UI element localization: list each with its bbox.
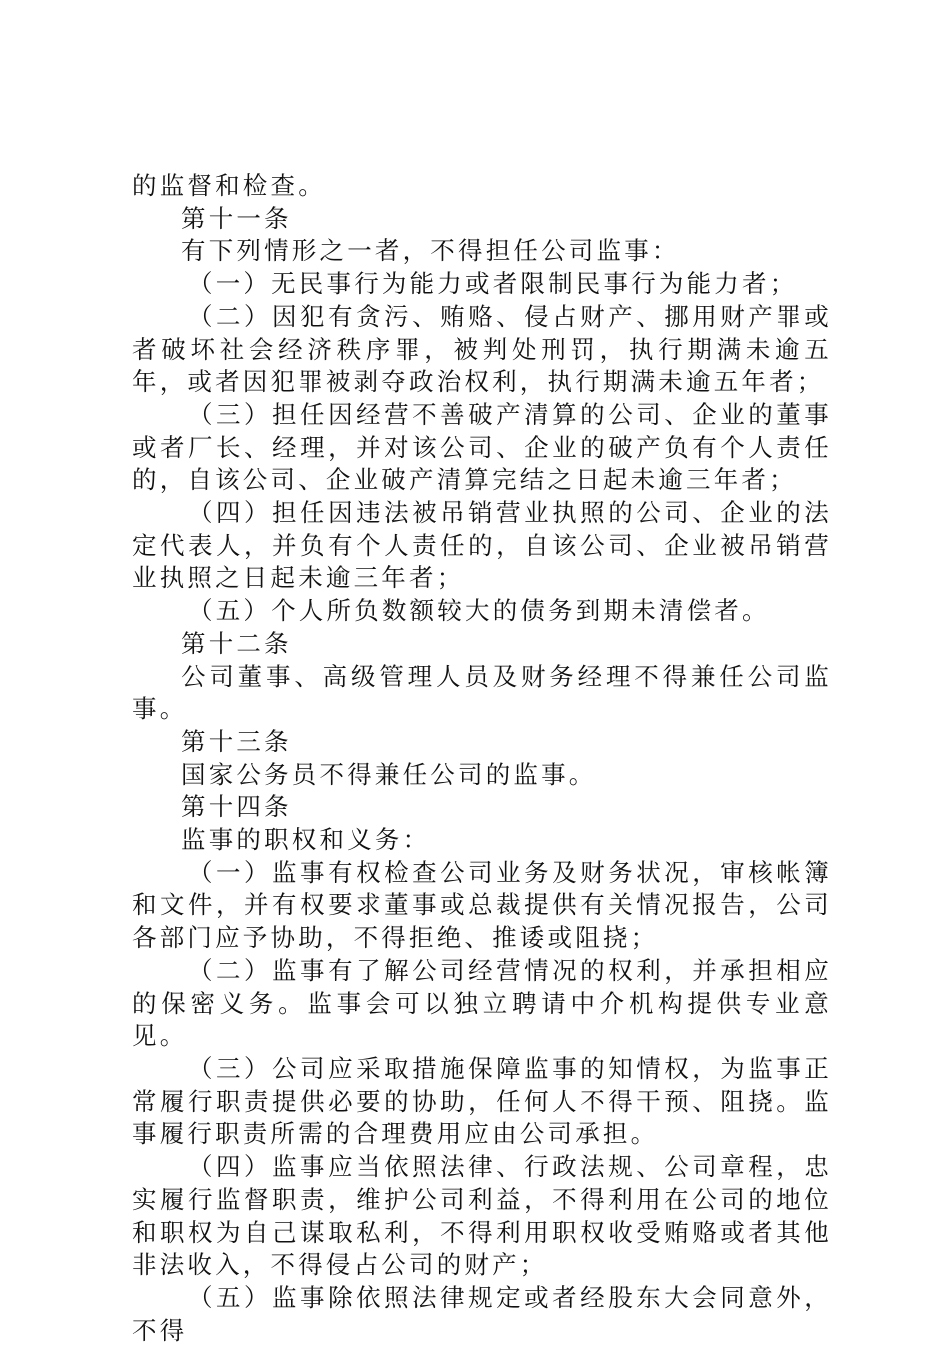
article-11-intro: 有下列情形之一者，不得担任公司监事：	[181, 236, 680, 266]
article-14-item-2: （二）监事有了解公司经营情况的权利，并承担相应的保密义务。监事会可以独立聘请中介机构提供专业意见。	[132, 955, 832, 1051]
article-12-text: 公司董事、高级管理人员及财务经理不得兼任公司监事。	[132, 661, 832, 724]
article-13-text: 国家公务员不得兼任公司的监事。	[181, 759, 597, 789]
article-11-item-4: （四）担任因违法被吊销营业执照的公司、企业的法定代表人，并负有个人责任的，自该公司、企业被吊销营业执照之日起未逾三年者；	[132, 498, 832, 593]
article-14-item-5: （五）监事除依照法律规定或者经股东大会同意外，不得	[132, 1282, 832, 1345]
article-11-item-5: （五）个人所负数额较大的债务到期未清偿者。	[188, 596, 770, 626]
article-12-heading: 第十二条	[181, 628, 292, 658]
document-body	[132, 170, 832, 1347]
article-11-item-1: （一）无民事行为能力或者限制民事行为能力者；	[188, 269, 798, 299]
article-13-heading: 第十三条	[181, 726, 292, 756]
article-14-heading: 第十四条	[181, 792, 292, 822]
article-14-item-4: （四）监事应当依照法律、行政法规、公司章程，忠实履行监督职责，维护公司利益，不得利用在公司的地位和职权为自己谋取私利，不得利用职权收受贿赂或者其他非法收入，不得侵占公司的财产；	[132, 1152, 832, 1280]
article-14-item-1: （一）监事有权检查公司业务及财务状况，审核帐簿和文件，并有权要求董事或总裁提供有关情况报告，公司各部门应予协助，不得拒绝、推诿或阻挠；	[132, 857, 832, 953]
article-11-heading: 第十一条	[181, 203, 292, 233]
article-14-item-3: （三）公司应采取措施保障监事的知情权，为监事正常履行职责提供必要的协助，任何人不得干预、阻挠。监事履行职责所需的合理费用应由公司承担。	[132, 1053, 832, 1149]
article-11-item-3: （三）担任因经营不善破产清算的公司、企业的董事或者厂长、经理，并对该公司、企业的破产负有个人责任的，自该公司、企业破产清算完结之日起未逾三年者；	[132, 399, 832, 495]
article-14-intro: 监事的职权和义务：	[181, 825, 431, 855]
paragraph-continuation: 的监督和检查。	[132, 171, 326, 200]
article-11-item-2: （二）因犯有贪污、贿赂、侵占财产、挪用财产罪或者破坏社会经济秩序罪，被判处刑罚，执行期满未逾五年，或者因犯罪被剥夺政治权利，执行期满未逾五年者；	[132, 301, 832, 397]
